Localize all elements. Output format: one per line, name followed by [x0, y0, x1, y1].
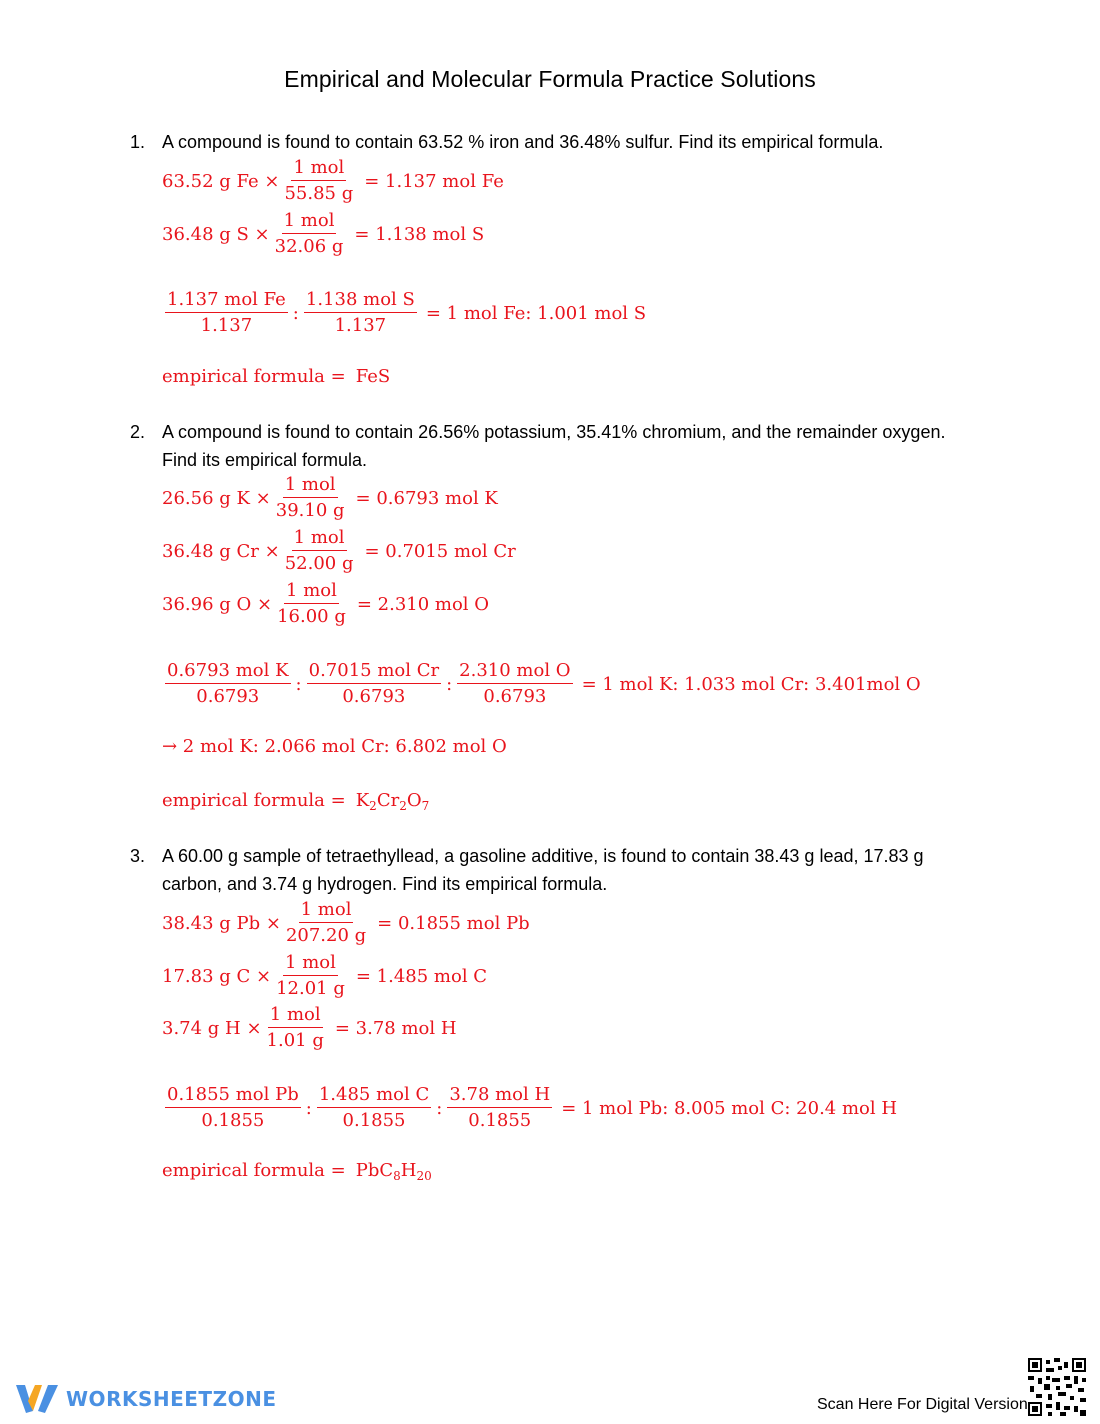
numerator: 2.310 mol O [457, 659, 572, 684]
calc-rhs: = 0.7015 mol Cr [364, 541, 516, 562]
numerator: 1 mol [299, 898, 354, 923]
calc-lhs: 36.48 g Cr × [162, 541, 280, 562]
calc-lhs: 3.74 g H × [162, 1018, 262, 1039]
fraction [317, 1083, 431, 1134]
q2-arrow-line: → 2 mol K: 2.066 mol Cr: 6.802 mol O [162, 736, 507, 757]
denominator: 0.1855 [201, 1110, 265, 1131]
fraction [273, 209, 346, 260]
q3-ratio: $\frac{\text{0.1855 mol Pb}}{0.1855}$ : $\frac{\text{1.485 mol C}}{0.1855}$ : $\frac{\text{3.78 mol H}}{0.1855}$ = 1 mol Pb: 8.005 mol C: 20.4 mol H [162, 1083, 903, 1134]
numerator: 1.485 mol C [317, 1083, 431, 1108]
numerator: 1 mol [284, 579, 339, 604]
calc-lhs: 63.52 g Fe × [162, 171, 280, 192]
fraction [274, 951, 347, 1002]
numerator: 1 mol [283, 951, 338, 976]
numerator: 1 mol [292, 526, 347, 551]
question-number: 3. [130, 846, 146, 866]
denominator: 1.137 [334, 315, 387, 336]
q3-calc-1 [162, 898, 536, 949]
denominator: 55.85 g [284, 183, 354, 204]
calc-lhs: 17.83 g C × [162, 966, 272, 987]
formula-value: $PbC_8H_{20}$ [355, 1160, 432, 1183]
denominator: 1.01 g [266, 1030, 324, 1051]
formula-label: empirical formula = [162, 1160, 346, 1181]
fraction [165, 1083, 301, 1134]
q1-formula [162, 366, 390, 387]
fraction [283, 526, 356, 577]
denominator: 32.06 g [274, 236, 344, 257]
q1-calc-2 [162, 209, 490, 260]
fraction [165, 659, 291, 710]
worksheetzone-logo [14, 1381, 276, 1417]
calc-lhs: 38.43 g Pb × [162, 913, 281, 934]
question-2 [130, 418, 970, 474]
calc-rhs: = 3.78 mol H [334, 1018, 457, 1039]
fraction [274, 473, 347, 524]
fraction [284, 898, 368, 949]
denominator: 1.137 [200, 315, 253, 336]
calc-lhs: 36.96 g O × [162, 594, 273, 615]
calc-rhs: = 1.485 mol C [355, 966, 488, 987]
numerator: 1 mol [282, 209, 337, 234]
q3-calc-2 [162, 951, 493, 1002]
fraction [282, 156, 355, 207]
question-number: 2. [130, 422, 146, 442]
brand-name: WORKSHEETZONE [66, 1387, 277, 1411]
question-1 [130, 128, 970, 156]
formula-value: $K_2Cr_2O_7$ [355, 790, 430, 813]
fraction [307, 659, 441, 710]
fraction [165, 288, 288, 339]
question-text: A 60.00 g sample of tetraethyllead, a gasoline additive, is found to contain 38.43 g lead, 17.83 g carbon, and 3.74 g hydrogen. Find its empirical formula. [162, 846, 924, 894]
calc-lhs: 26.56 g K × [162, 488, 271, 509]
calc-rhs: = 2.310 mol O [356, 594, 490, 615]
page-title: Empirical and Molecular Formula Practice Solutions [284, 66, 816, 92]
logo-mark-icon [14, 1381, 60, 1417]
calc-rhs: = 1.137 mol Fe [364, 171, 504, 192]
ratio-result: = 1 mol Pb: 8.005 mol C: 20.4 mol H [561, 1098, 898, 1119]
denominator: 0.6793 [196, 686, 260, 707]
denominator: 0.6793 [342, 686, 406, 707]
denominator: 0.1855 [342, 1110, 406, 1131]
formula-value: FeS [355, 366, 391, 387]
calc-rhs: = 1.138 mol S [354, 224, 485, 245]
calc-rhs: = 0.1855 mol Pb [377, 913, 530, 934]
denominator: 39.10 g [275, 500, 345, 521]
denominator: 207.20 g [285, 925, 367, 946]
numerator: 3.78 mol H [447, 1083, 552, 1108]
denominator: 52.00 g [284, 553, 354, 574]
ratio-result: = 1 mol K: 1.033 mol Cr: 3.401mol O [581, 674, 921, 695]
q3-formula [162, 1160, 432, 1181]
question-number: 1. [130, 132, 146, 152]
numerator: 0.6793 mol K [165, 659, 291, 684]
q1-ratio: $\frac{\text{1.137 mol Fe}}{1.137}$ : $\frac{\text{1.138 mol S}}{1.137}$ = 1 mol Fe: 1.001 mol S [162, 288, 652, 339]
fraction [265, 1003, 326, 1054]
q1-calc-1 [162, 156, 510, 207]
scan-caption: Scan Here For Digital Version [817, 1396, 1028, 1413]
denominator: 0.1855 [468, 1110, 532, 1131]
q2-ratio: $\frac{\text{0.6793 mol K}}{0.6793}$ : $\frac{\text{0.7015 mol Cr}}{0.6793}$ : $\frac{\text{2.310 mol O}}{0.6793}$ = 1 mol K: 1.033 mol Cr: 3.401mol O [162, 659, 927, 710]
q2-formula [162, 790, 429, 811]
denominator: 0.6793 [483, 686, 547, 707]
calc-rhs: = 0.6793 mol K [355, 488, 498, 509]
question-text: A compound is found to contain 26.56% potassium, 35.41% chromium, and the remainder oxygen. Find its empirical formula. [162, 422, 946, 470]
q2-calc-2 [162, 526, 522, 577]
fraction [304, 288, 417, 339]
calc-lhs: 36.48 g S × [162, 224, 270, 245]
question-text: A compound is found to contain 63.52 % iron and 36.48% sulfur. Find its empirical formula. [162, 132, 884, 152]
denominator: 16.00 g [277, 606, 346, 627]
numerator: 1 mol [291, 156, 346, 181]
qr-code-icon[interactable] [1028, 1358, 1086, 1416]
numerator: 1 mol [283, 473, 338, 498]
numerator: 0.1855 mol Pb [165, 1083, 301, 1108]
question-3 [130, 842, 970, 898]
formula-label: empirical formula = [162, 366, 346, 387]
ratio-result: = 1 mol Fe: 1.001 mol S [425, 303, 647, 324]
numerator: 1.138 mol S [304, 288, 417, 313]
fraction [447, 1083, 552, 1134]
denominator: 12.01 g [276, 978, 345, 999]
q3-calc-3 [162, 1003, 463, 1054]
q2-calc-3 [162, 579, 495, 630]
fraction [457, 659, 572, 710]
numerator: 1.137 mol Fe [165, 288, 288, 313]
q2-calc-1 [162, 473, 504, 524]
formula-label: empirical formula = [162, 790, 346, 811]
fraction [275, 579, 348, 630]
numerator: 0.7015 mol Cr [307, 659, 441, 684]
numerator: 1 mol [268, 1003, 323, 1028]
